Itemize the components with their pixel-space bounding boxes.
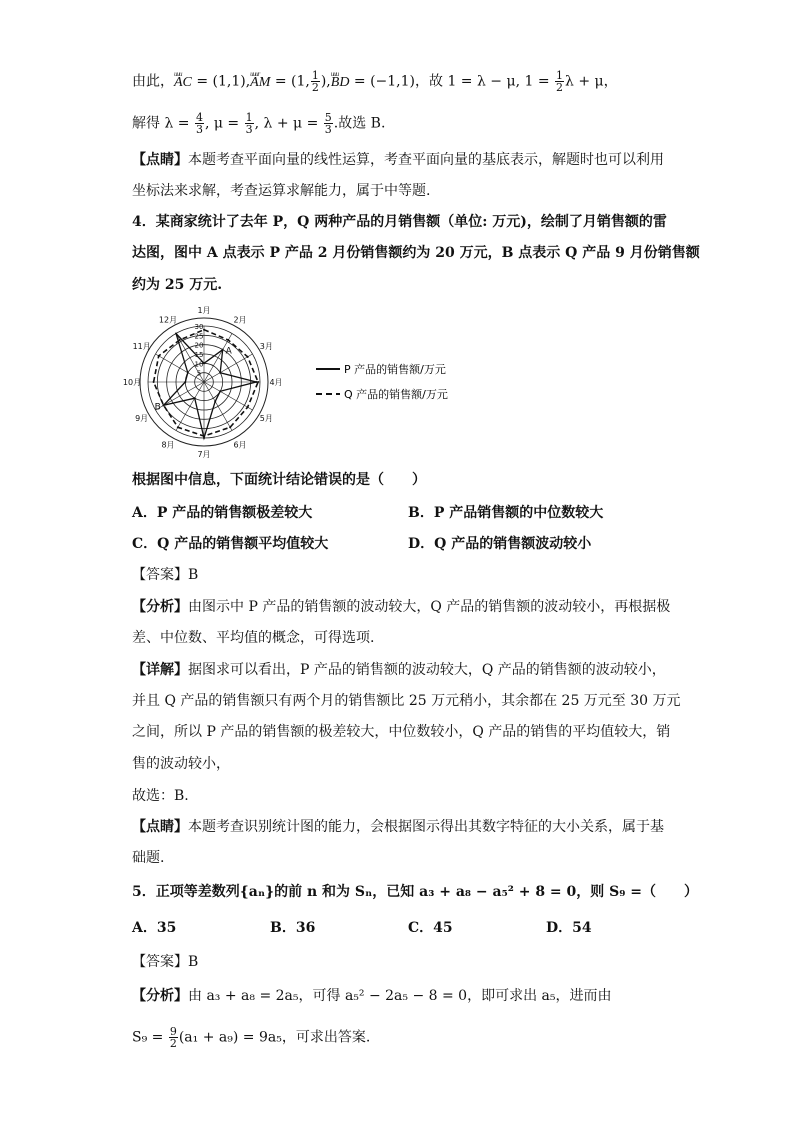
radar-ring-label: 30 <box>194 323 204 331</box>
series-point <box>247 406 249 408</box>
q5-option-b[interactable]: B．36 <box>270 920 316 936</box>
q5-option-a[interactable]: A．35 <box>132 920 177 936</box>
q5-option-c[interactable]: C．45 <box>408 920 453 936</box>
series-point <box>227 339 229 341</box>
equation-tail: λ + μ， <box>565 73 618 90</box>
series-point <box>194 397 196 399</box>
vector-am-value: = (1, <box>274 73 310 90</box>
detail-tag: 【详解】 <box>132 662 188 678</box>
s9-lhs: S₉ = <box>132 1029 164 1046</box>
q4-choose: 故选：B. <box>132 788 189 804</box>
q4-analysis-line2: 差、中位数、平均值的概念，可得选项. <box>132 630 375 646</box>
series-point <box>229 426 231 428</box>
series-point <box>219 390 221 392</box>
radar-month-label: 10月 <box>122 378 142 387</box>
radar-ring-label: 10 <box>194 360 204 369</box>
analysis-tag: 【分析】 <box>132 599 188 615</box>
q4-option-c[interactable]: C．Q 产品的销售额平均值较大 <box>132 536 329 552</box>
equation-text: ，故 1 = λ − μ, 1 = <box>415 73 550 90</box>
radar-month-label: 7月 <box>197 450 211 459</box>
q5-stem: 5．正项等差数列{aₙ}的前 n 和为 Sₙ，已知 a₃ + a₈ − a₅² + 8 = 0，则 S₉ =（ ） <box>132 884 698 900</box>
series-point <box>163 404 165 406</box>
radar-ring-label: 20 <box>194 341 204 350</box>
solve-intro: 解得 λ = <box>132 115 190 132</box>
fraction-mu: $\frac{1}{3}$ <box>245 111 253 136</box>
radar-ring-label: 25 <box>194 332 204 341</box>
series-point <box>203 435 205 437</box>
series-point <box>158 355 160 357</box>
comment-tag: 【点睛】 <box>132 152 188 168</box>
legend-q-label: Q 产品的销售额/万元 <box>344 388 448 401</box>
q4-option-a[interactable]: A．P 产品的销售额极差较大 <box>132 505 313 521</box>
radar-point-label: B <box>154 402 161 413</box>
radar-month-label: 6月 <box>233 440 247 450</box>
series-point <box>257 381 259 383</box>
q4-stem-line2: 达图，图中 A 点表示 P 产品 2 月份销售额约为 20 万元，B 点表示 Q 产品 9 月份销售额 <box>132 245 700 261</box>
solve-tail: .故选 B. <box>333 115 386 132</box>
q4-comment-line2: 础题. <box>132 850 165 866</box>
radar-month-label: 8月 <box>161 440 175 450</box>
vec-intro: 由此， <box>132 73 174 90</box>
vector-am: uuur AM <box>250 73 270 93</box>
radar-spoke <box>204 382 252 410</box>
comment-tag: 【点睛】 <box>132 819 188 835</box>
q3-solve-line <box>132 112 385 135</box>
q5-option-d[interactable]: D．54 <box>546 920 592 936</box>
series-point <box>187 372 189 374</box>
series-point <box>214 400 216 402</box>
q3-comment-line1 <box>132 150 664 170</box>
q3-vector-line <box>132 70 618 93</box>
q4-detail-line3: 之间，所以 P 产品的销售额的极差较大，中位数较小，Q 产品的销售的平均值较大，销 <box>132 724 671 740</box>
vector-bd-value: = (−1,1) <box>353 73 415 90</box>
fraction-half: $\frac{1}{2}$ <box>311 69 319 94</box>
q4-comment-line1 <box>132 817 664 837</box>
vector-ac-value: = (1,1), <box>196 73 251 90</box>
radar-month-label: 9月 <box>135 414 149 423</box>
q4-stem-line3: 约为 25 万元. <box>132 277 223 293</box>
legend-p-label: P 产品的销售额/万元 <box>344 363 446 376</box>
q4-option-d[interactable]: D．Q 产品的销售额波动较小 <box>408 536 592 552</box>
radar-month-label: 5月 <box>259 414 273 423</box>
q3-comment-line2: 坐标法来求解，考查运算求解能力，属于中等题. <box>132 183 431 199</box>
fraction-sum: $\frac{5}{3}$ <box>324 111 332 136</box>
q4-option-b[interactable]: B．P 产品销售额的中位数较大 <box>408 505 604 521</box>
analysis-text: 由 a₃ + a₈ = 2a₅，可得 a₅² − 2a₅ − 8 = 0，即可求出 a₅，进而由 <box>188 988 612 1004</box>
q4-question: 根据图中信息，下面统计结论错误的是（ ） <box>132 472 426 488</box>
q4-stem-line1: 4．某商家统计了去年 P，Q 两种产品的月销售额（单位: 万元)，绘制了月销售额的雷 <box>132 214 667 230</box>
vector-am-close: ), <box>320 73 331 90</box>
q5-analysis-line1 <box>132 986 612 1006</box>
q5-answer: 【答案】B <box>132 954 199 970</box>
series-point <box>184 381 186 383</box>
radar-ring-label: 5 <box>196 369 202 378</box>
series-point <box>153 381 155 383</box>
radar-month-label: 12月 <box>158 315 178 325</box>
comment-text: 本题考查识别统计图的能力，会根据图示得出其数字特征的大小关系，属于基 <box>188 819 664 835</box>
series-point <box>177 426 179 428</box>
vector-ac: uuu AC <box>174 73 192 93</box>
fraction-eq: $\frac{1}{2}$ <box>556 69 564 94</box>
q5-s9-line <box>132 1026 370 1049</box>
radar-month-label: 11月 <box>132 342 151 351</box>
mu-text: , μ = <box>204 115 240 132</box>
series-point <box>219 372 221 374</box>
radar-month-label: 1月 <box>197 306 211 315</box>
q4-detail-line1 <box>132 660 666 680</box>
radar-ring-label: 15 <box>194 351 204 359</box>
series-point <box>222 349 224 351</box>
analysis-text: 由图示中 P 产品的销售额的波动较大，Q 产品的销售额的波动较小，再根据极 <box>188 599 671 615</box>
fraction-lambda: $\frac{4}{3}$ <box>195 111 203 136</box>
radar-grid <box>140 315 268 446</box>
series-point <box>247 356 249 358</box>
q4-detail-line4: 售的波动较小， <box>132 756 230 772</box>
series-point <box>203 437 205 439</box>
radar-month-label: 2月 <box>233 315 247 325</box>
radar-chart <box>122 306 464 460</box>
series-point <box>179 339 181 341</box>
radar-legend <box>316 362 448 401</box>
radar-spoke <box>176 382 204 430</box>
radar-month-label: 3月 <box>259 342 273 351</box>
comment-text: 本题考查平面向量的线性运算，考查平面向量的基底表示，解题时也可以利用 <box>188 152 664 168</box>
detail-text: 据图求可以看出，P 产品的销售额的波动较大，Q 产品的销售额的波动较小， <box>188 662 666 678</box>
q4-answer: 【答案】B <box>132 567 199 583</box>
radar-month-label: 4月 <box>269 378 283 387</box>
s9-rhs: (a₁ + a₉) = 9a₅，可求出答案. <box>178 1029 371 1046</box>
radar-point-label: A <box>225 346 232 357</box>
q4-detail-line2: 并且 Q 产品的销售额只有两个月的销售额比 25 万元稍小，其余都在 25 万元至 30 万元 <box>132 693 681 709</box>
analysis-tag: 【分析】 <box>132 988 188 1004</box>
series-point <box>175 333 177 335</box>
vector-bd: uuu BD <box>331 73 350 93</box>
sum-text: , λ + μ = <box>254 115 319 132</box>
q4-analysis-line1 <box>132 597 670 617</box>
fraction-nine-half: $\frac{9}{2}$ <box>169 1025 177 1050</box>
